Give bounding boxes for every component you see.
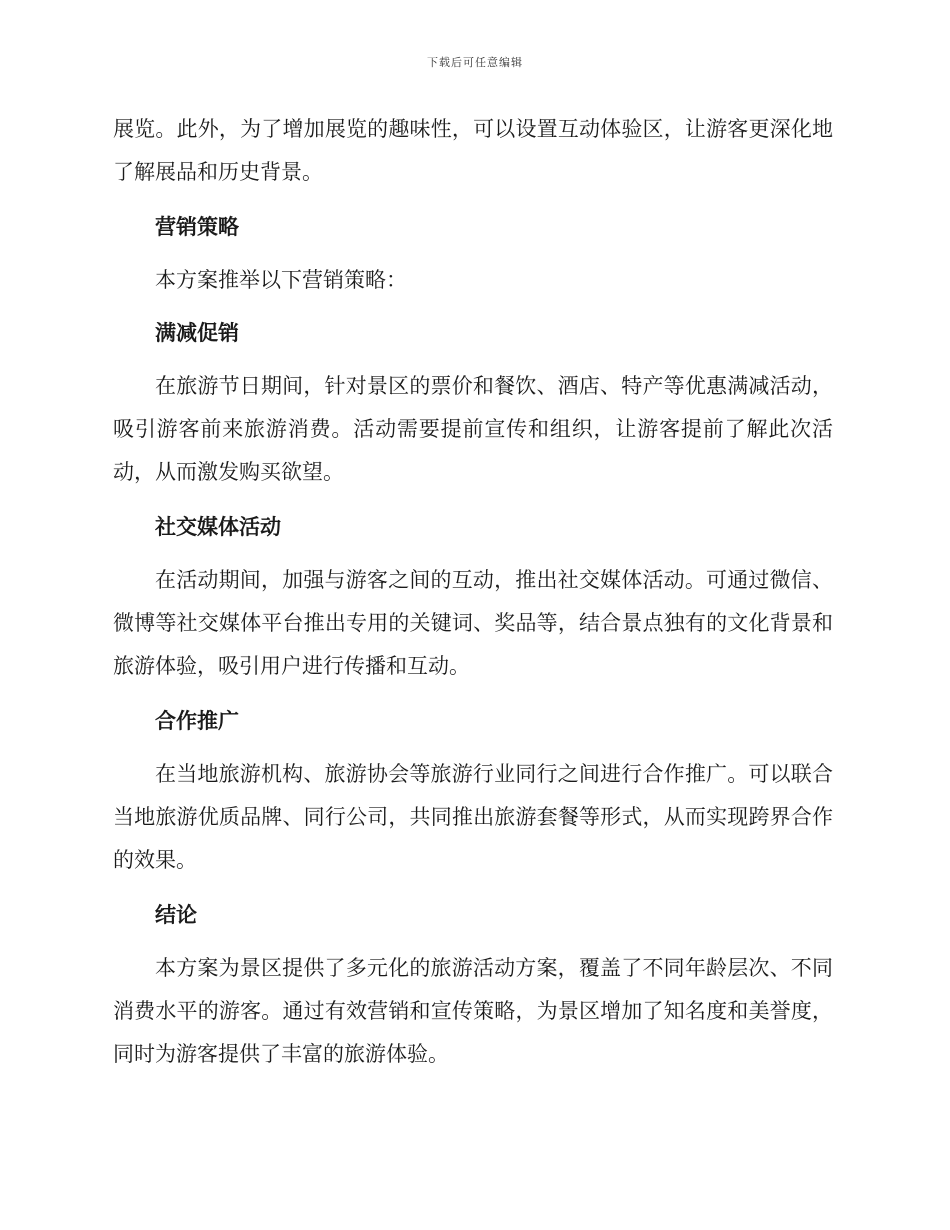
document-body	[113, 108, 833, 1076]
paragraph-discount-promotion: 在旅游节日期间，针对景区的票价和餐饮、酒店、特产等优惠满减活动，吸引游客前来旅游消费。活动需要提前宣传和组织，让游客提前了解此次活动，从而激发购买欲望。	[113, 374, 833, 484]
paragraph-intro-continued: 展览。此外，为了增加展览的趣味性，可以设置互动体验区，让游客更深化地了解展品和历史背景。	[113, 117, 833, 184]
paragraph-marketing-strategy: 本方案推举以下营销策略：	[155, 268, 407, 292]
heading-marketing-strategy: 营销策略	[155, 215, 239, 239]
paragraph-social-media: 在活动期间，加强与游客之间的互动，推出社交媒体活动。可通过微信、微博等社交媒体平台推出专用的关键词、奖品等，结合景点独有的文化背景和旅游体验，吸引用户进行传播和互动。	[113, 568, 833, 678]
heading-partner-promotion: 合作推广	[155, 709, 239, 733]
heading-conclusion: 结论	[155, 903, 197, 927]
paragraph-conclusion: 本方案为景区提供了多元化的旅游活动方案，覆盖了不同年龄层次、不同消费水平的游客。通过有效营销和宣传策略，为景区增加了知名度和美誉度，同时为游客提供了丰富的旅游体验。	[113, 956, 833, 1066]
paragraph-partner-promotion: 在当地旅游机构、旅游协会等旅游行业同行之间进行合作推广。可以联合当地旅游优质品牌、同行公司，共同推出旅游套餐等形式，从而实现跨界合作的效果。	[113, 762, 833, 872]
heading-social-media: 社交媒体活动	[155, 515, 281, 539]
heading-discount-promotion: 满减促销	[155, 321, 239, 345]
header-note: 下载后可任意编辑	[427, 56, 523, 69]
